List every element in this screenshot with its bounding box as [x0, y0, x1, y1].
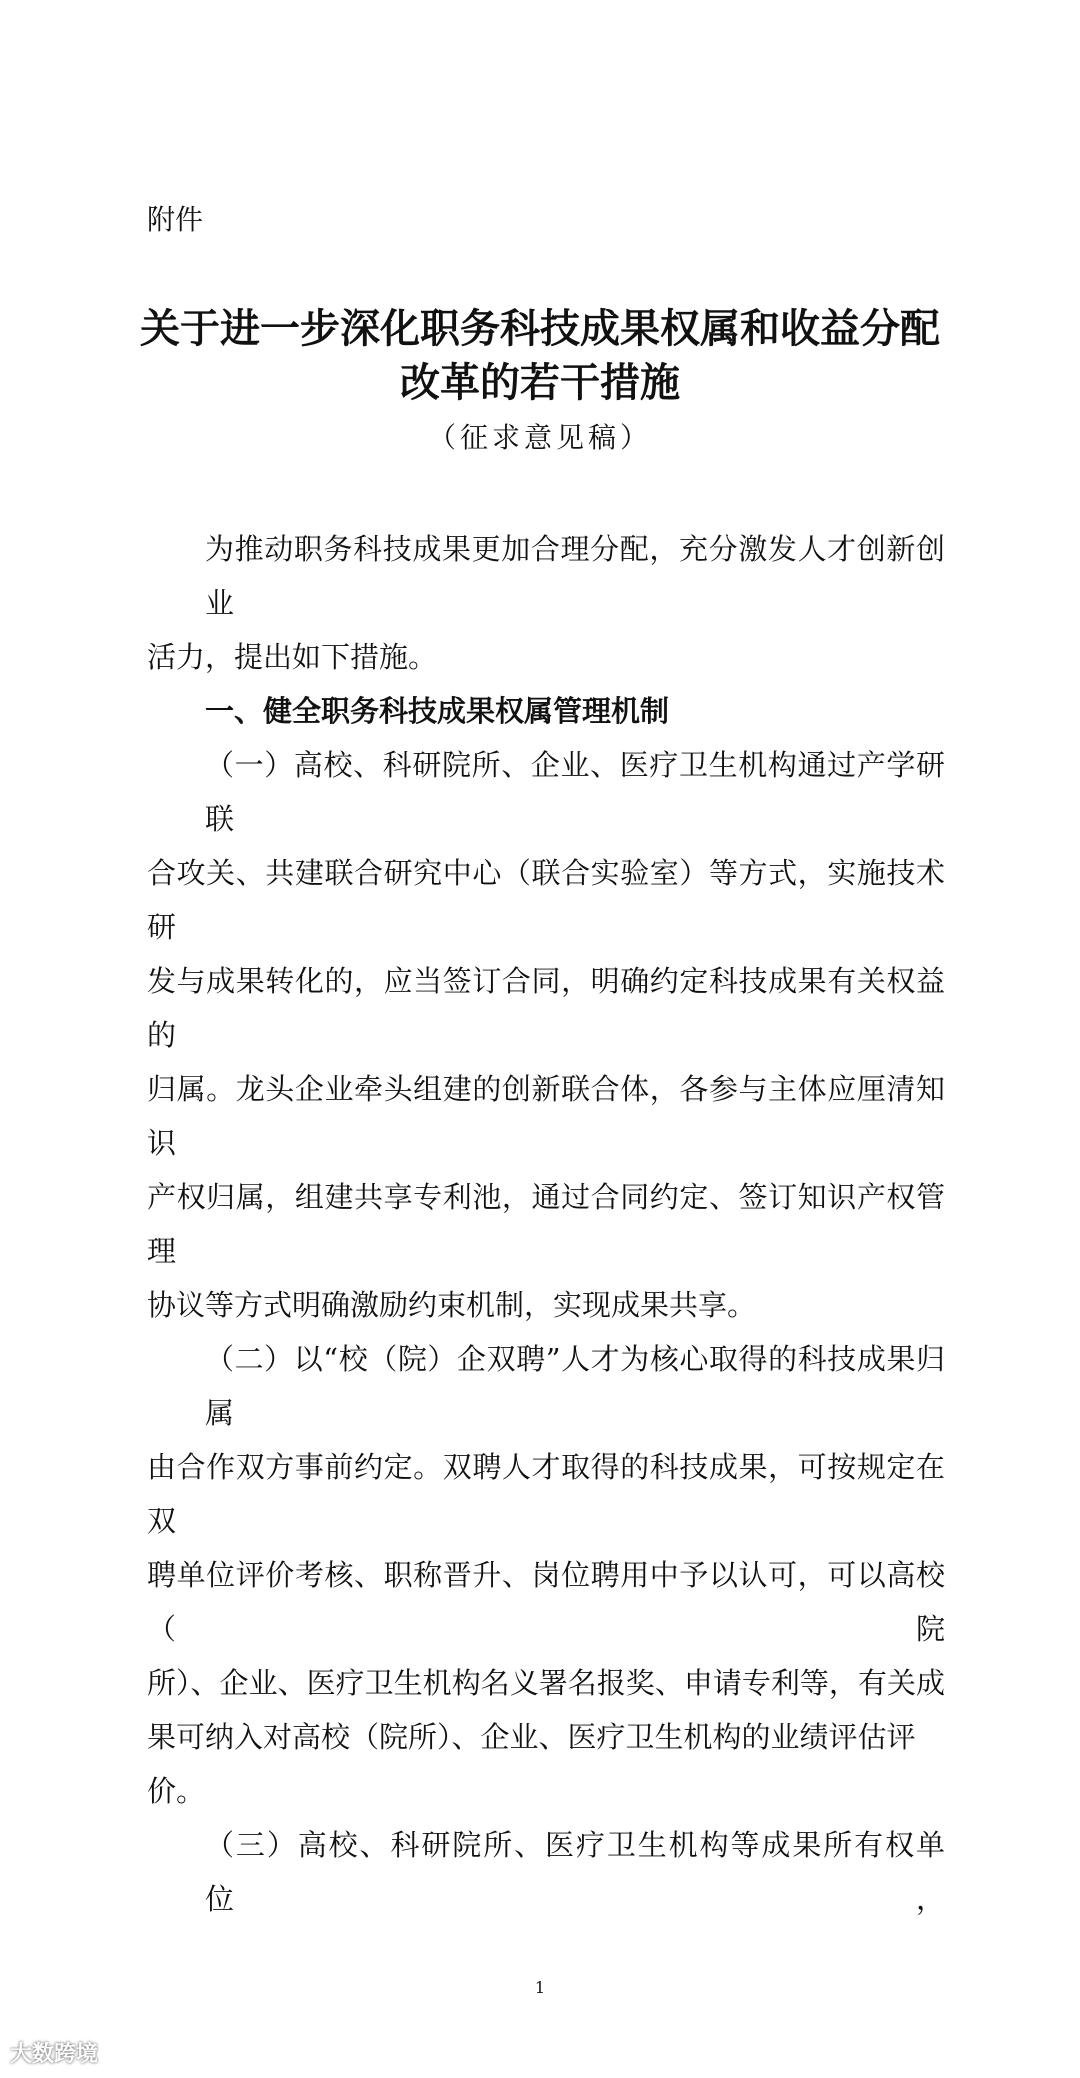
paragraph — [147, 1818, 945, 1926]
document-title-line-2: 改革的若干措施 — [400, 360, 680, 406]
watermark-logo: 大数跨境 — [10, 2042, 99, 2067]
text-line: 果可纳入对高校（院所）、企业、医疗卫生机构的业绩评估评价。 — [147, 1720, 916, 1808]
text-line: 由合作双方事前约定。双聘人才取得的科技成果，可按规定在双 — [147, 1450, 945, 1538]
paragraph — [147, 738, 945, 1332]
page-number: 1 — [534, 1978, 546, 1997]
attachment-label: 附件 — [147, 203, 204, 236]
text-line: （二）以“校（院）企双聘”人才为核心取得的科技成果归属 — [205, 1342, 945, 1430]
text-line: 活力，提出如下措施。 — [147, 640, 438, 674]
text-line: 归属。龙头企业牵头组建的创新联合体，各参与主体应厘清知识 — [147, 1072, 945, 1160]
text-line: 合攻关、共建联合研究中心（联合实验室）等方式，实施技术研 — [147, 856, 945, 944]
text-line: 一、健全职务科技成果权属管理机制 — [205, 694, 670, 728]
text-line: 聘单位评价考核、职称晋升、岗位聘用中予以认可，可以高校（院 — [147, 1558, 945, 1646]
paragraph — [147, 1332, 945, 1818]
document-body — [147, 522, 945, 1926]
text-line: 协议等方式明确激励约束机制，实现成果共享。 — [147, 1288, 757, 1322]
text-line: 为推动职务科技成果更加合理分配，充分激发人才创新创业 — [205, 532, 945, 620]
text-line: （三）高校、科研院所、医疗卫生机构等成果所有权单位， — [205, 1828, 945, 1916]
section-heading — [147, 684, 945, 738]
text-line: 产权归属，组建共享专利池，通过合同约定、签订知识产权管理 — [147, 1180, 945, 1268]
document-subtitle: （征求意见稿） — [427, 421, 652, 454]
document-title-line-1: 关于进一步深化职务科技成果权属和收益分配 — [140, 306, 940, 352]
text-line: 发与成果转化的，应当签订合同，明确约定科技成果有关权益的 — [147, 964, 945, 1052]
text-line: （一）高校、科研院所、企业、医疗卫生机构通过产学研联 — [205, 748, 945, 836]
paragraph — [147, 522, 945, 684]
text-line: 所）、企业、医疗卫生机构名义署名报奖、申请专利等，有关成 — [147, 1666, 945, 1700]
